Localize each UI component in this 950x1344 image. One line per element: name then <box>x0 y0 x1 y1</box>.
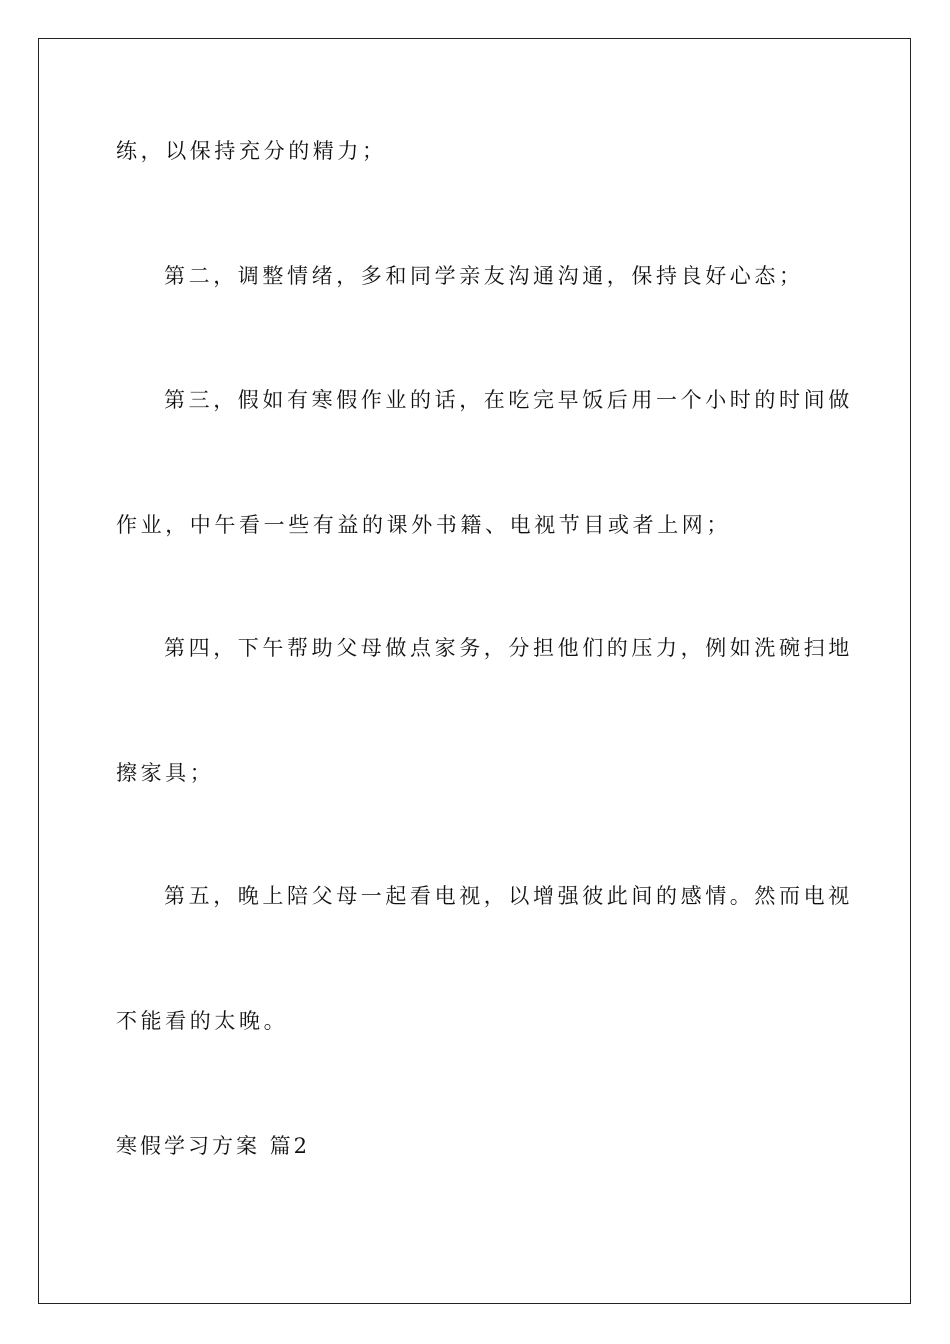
paragraph-line: 第五，晚上陪父母一起看电视，以增强彼此间的感情。然而电视 <box>164 884 853 908</box>
page-border <box>38 38 911 1304</box>
paragraph-line: 作业，中午看一些有益的课外书籍、电视节目或者上网； <box>116 513 731 537</box>
paragraph-line: 练，以保持充分的精力； <box>116 139 387 163</box>
paragraph-line: 第四，下午帮助父母做点家务，分担他们的压力，例如洗碗扫地 <box>164 636 853 660</box>
paragraph-line: 第二，调整情绪，多和同学亲友沟通沟通，保持良好心态； <box>164 264 804 288</box>
section-heading: 寒假学习方案 篇2 <box>116 1134 311 1158</box>
paragraph-line: 不能看的太晚。 <box>116 1009 289 1033</box>
paragraph-line: 擦家具； <box>116 761 215 785</box>
paragraph-line: 第三，假如有寒假作业的话，在吃完早饭后用一个小时的时间做 <box>164 388 853 412</box>
